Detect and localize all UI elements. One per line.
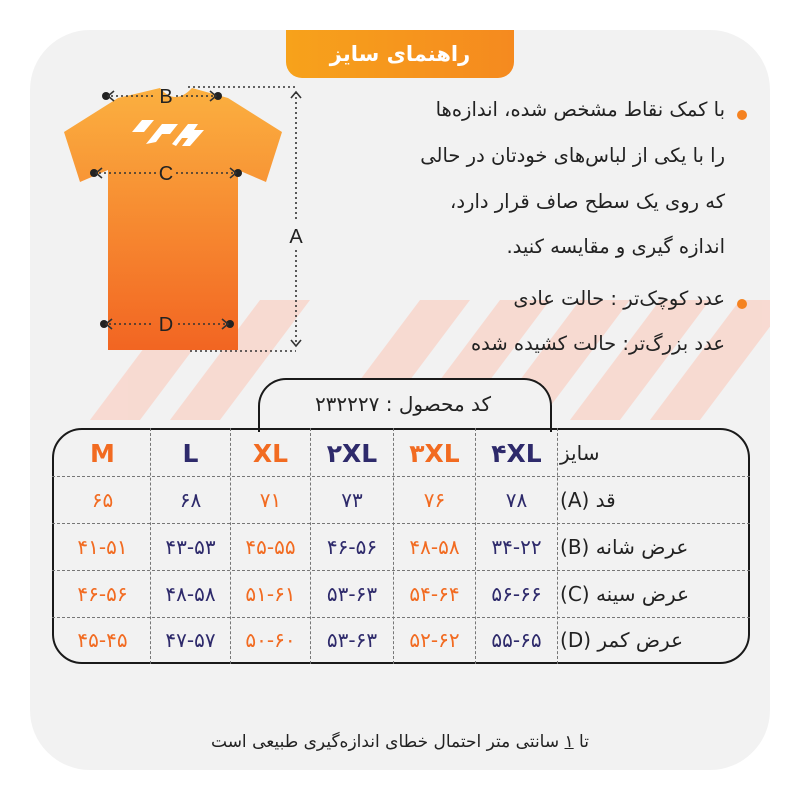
label-d: D [158, 314, 174, 336]
table-cell: ۴۵-۵۵ [245, 535, 296, 559]
table-cell: ۶۸ [179, 488, 202, 512]
table-cell: ۳۴-۲۲ [491, 535, 542, 559]
table-cell: ۵۱-۶۱ [245, 582, 296, 606]
size-header: ۳XL [409, 438, 460, 468]
footer-note [0, 732, 800, 752]
row-label: عرض سینه (C) [560, 582, 689, 606]
instructions-paragraph-1 [300, 98, 725, 268]
size-header: ۲XL [326, 438, 378, 468]
instruction-line: را با یکی از لباس‌های خودتان در حالی [420, 144, 725, 167]
label-a: A [289, 226, 303, 248]
tshirt-illustration [60, 70, 320, 370]
table-cell: ۷۶ [423, 488, 446, 512]
instructions-paragraph-2 [300, 287, 725, 367]
table-cell: ۴۱-۵۱ [77, 535, 128, 559]
size-header: XL [252, 438, 289, 468]
table-cell: ۵۴-۶۴ [409, 582, 460, 606]
row-label: عرض کمر (D) [560, 628, 684, 652]
table-cell: ۴۳-۵۳ [165, 535, 216, 559]
footer-text: سانتی متر احتمال خطای اندازه‌گیری طبیعی است [211, 732, 565, 752]
table-cell: ۵۳-۶۳ [326, 582, 378, 606]
label-c: C [158, 163, 174, 185]
footer-text: تا [573, 732, 589, 752]
product-code: کد محصول : ۲۳۲۲۲۷ [314, 392, 492, 416]
table-cell: ۷۸ [505, 488, 528, 512]
instruction-line: که روی یک سطح صاف قرار دارد، [450, 190, 725, 213]
row-label-size: سایز [560, 441, 600, 465]
table-cell: ۵۲-۶۲ [409, 628, 460, 652]
table-cell: ۴۸-۵۸ [165, 582, 216, 606]
instruction-line: با کمک نقاط مشخص شده، اندازه‌ها [435, 98, 725, 121]
size-header: L [182, 438, 199, 468]
table-cell: ۴۶-۵۶ [77, 582, 128, 606]
table-cell: ۷۱ [259, 488, 282, 512]
table-cell: ۴۶-۵۶ [326, 535, 378, 559]
table-cell: ۴۸-۵۸ [409, 535, 460, 559]
size-header: ۴XL [491, 438, 542, 468]
table-cell: ۵۳-۶۳ [326, 628, 378, 652]
bullet-icon [737, 299, 747, 309]
footer-number: ۱ [564, 732, 574, 752]
page-title: راهنمای سایز [286, 30, 514, 78]
table-cell: ۶۵ [91, 488, 114, 512]
table-cell: ۴۵-۴۵ [77, 628, 128, 652]
instruction-line: عدد کوچک‌تر : حالت عادی [513, 287, 725, 310]
bullet-icon [737, 110, 747, 120]
instruction-line: عدد بزرگ‌تر: حالت کشیده شده [470, 332, 725, 355]
row-label: قد (A) [560, 488, 616, 512]
table-cell: ۵۰-۶۰ [245, 628, 296, 652]
size-header: M [90, 438, 115, 468]
instruction-line: اندازه گیری و مقایسه کنید. [506, 235, 725, 258]
row-label: عرض شانه (B) [560, 535, 689, 559]
label-b: B [159, 86, 173, 108]
table-cell: ۵۵-۶۵ [491, 628, 542, 652]
table-cell: ۵۶-۶۶ [491, 582, 542, 606]
table-cell: ۴۷-۵۷ [165, 628, 216, 652]
table-cell: ۷۳ [341, 488, 363, 512]
